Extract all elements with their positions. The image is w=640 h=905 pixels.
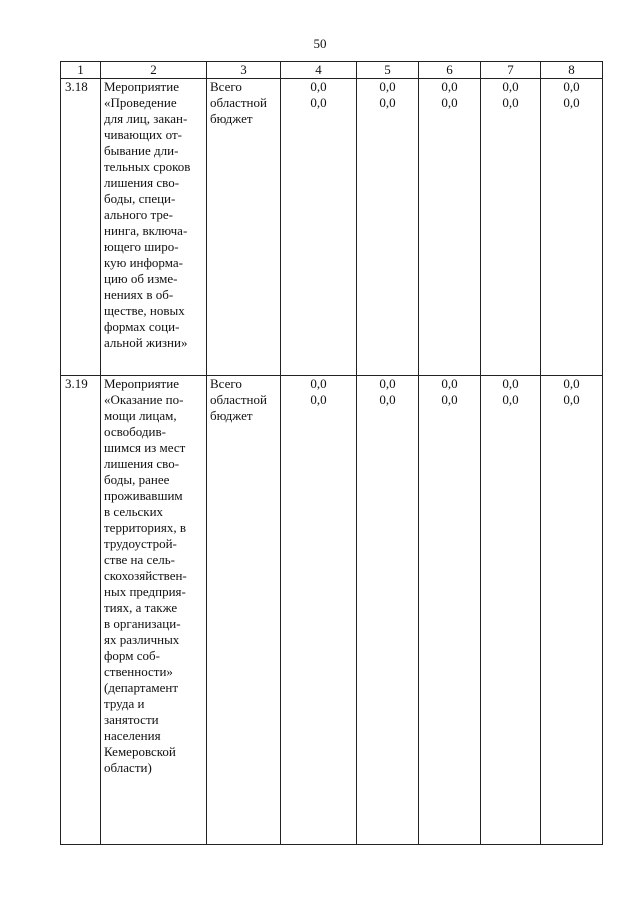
value: 0,0 xyxy=(502,79,519,94)
value-cell xyxy=(541,79,603,376)
value: 0,0 xyxy=(502,95,519,110)
funding-source: Всего xyxy=(210,79,242,94)
value: 0,0 xyxy=(563,95,580,110)
item-description: Мероприятие «Проведение для лиц, закан- чивающих от- бывание дли- тельных сроков лишения сво- боды, специ- ального тре- нинга, включа- ющего широ- кую информа- цию об изме- нениях в об- ществе, новых формах соци- альной жизни» xyxy=(101,79,207,376)
value: 0,0 xyxy=(441,376,458,391)
column-header: 3 xyxy=(207,62,281,79)
value-cell xyxy=(481,376,541,845)
value: 0,0 xyxy=(563,79,580,94)
table-row xyxy=(61,79,603,376)
funding-source: областной бюджет xyxy=(210,392,267,423)
column-header: 1 xyxy=(61,62,101,79)
funding-source-cell xyxy=(207,376,281,845)
value: 0,0 xyxy=(379,95,396,110)
funding-source: Всего xyxy=(210,376,242,391)
value: 0,0 xyxy=(563,376,580,391)
header-row xyxy=(61,62,603,79)
item-number: 3.18 xyxy=(61,79,101,376)
column-header: 6 xyxy=(419,62,481,79)
value: 0,0 xyxy=(563,392,580,407)
value: 0,0 xyxy=(441,79,458,94)
item-number: 3.19 xyxy=(61,376,101,845)
budget-table xyxy=(60,61,603,845)
column-header: 4 xyxy=(281,62,357,79)
page-number: 50 xyxy=(313,36,327,51)
column-header: 2 xyxy=(101,62,207,79)
value-cell xyxy=(541,376,603,845)
value: 0,0 xyxy=(502,376,519,391)
value-cell xyxy=(281,79,357,376)
value: 0,0 xyxy=(310,392,327,407)
value-cell xyxy=(419,376,481,845)
funding-source-cell xyxy=(207,79,281,376)
value: 0,0 xyxy=(379,392,396,407)
funding-source: областной бюджет xyxy=(210,95,267,126)
value-cell xyxy=(357,79,419,376)
value: 0,0 xyxy=(441,95,458,110)
value: 0,0 xyxy=(379,376,396,391)
value-cell xyxy=(281,376,357,845)
value: 0,0 xyxy=(310,95,327,110)
value-cell xyxy=(419,79,481,376)
value: 0,0 xyxy=(502,392,519,407)
value-cell xyxy=(357,376,419,845)
value: 0,0 xyxy=(379,79,396,94)
column-header: 7 xyxy=(481,62,541,79)
value: 0,0 xyxy=(310,376,327,391)
item-description: Мероприятие «Оказание по- мощи лицам, освободив- шимся из мест лишения сво- боды, ранее проживавшим в сельских территориях, в трудоустрой- стве на сель- скохозяйствен- ных предприя- тиях, а также в организаци- ях различных форм соб- ственности» (департамент труда и занятости населения Кемеровской области) xyxy=(101,376,207,845)
value: 0,0 xyxy=(310,79,327,94)
column-header: 8 xyxy=(541,62,603,79)
value: 0,0 xyxy=(441,392,458,407)
table-row xyxy=(61,376,603,845)
value-cell xyxy=(481,79,541,376)
column-header: 5 xyxy=(357,62,419,79)
